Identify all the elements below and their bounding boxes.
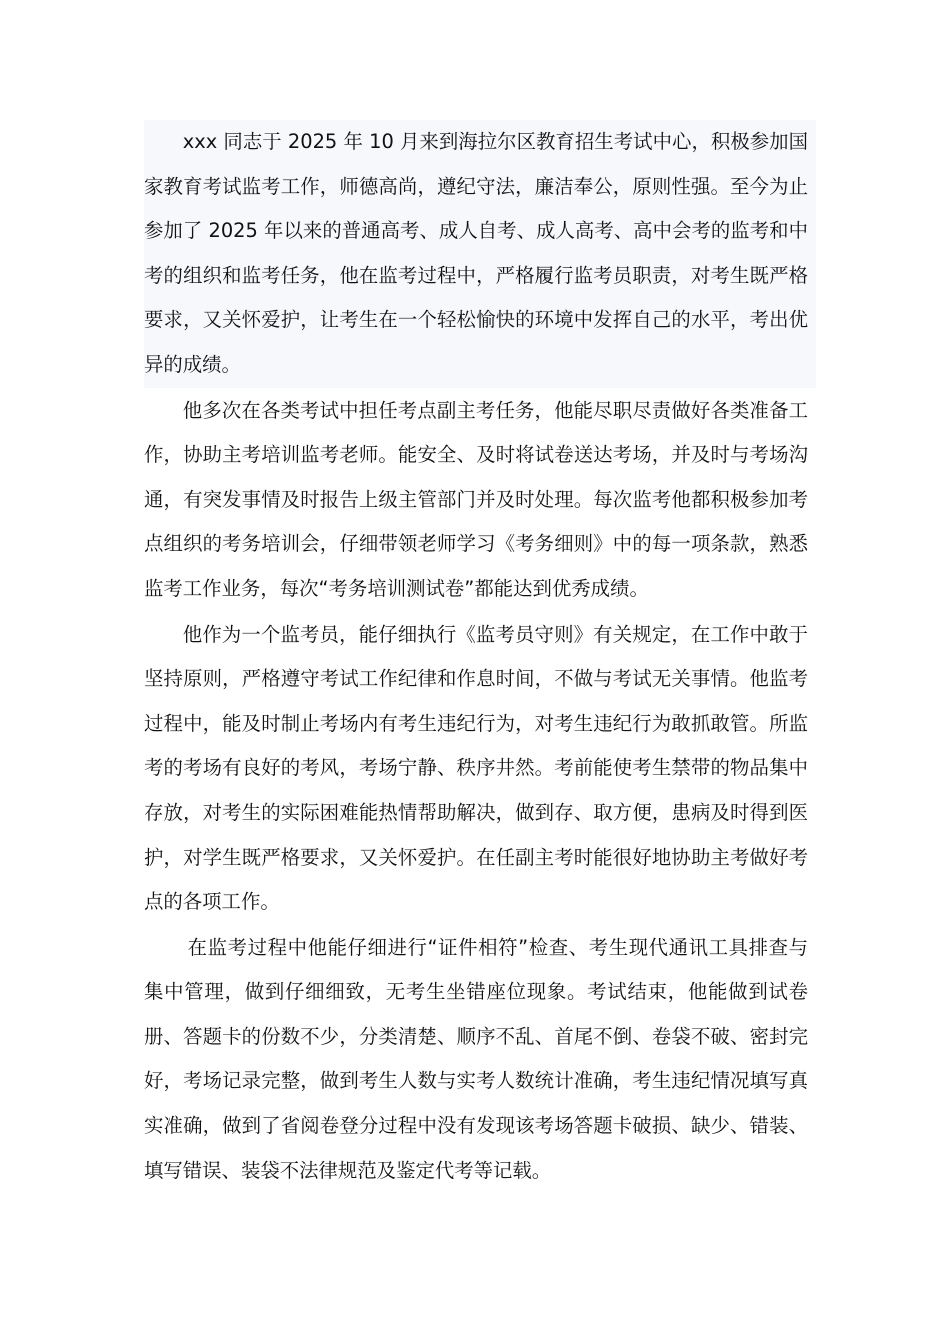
paragraph-4: 在监考过程中他能仔细进行“证件相符”检查、考生现代通讯工具排查与集中管理，做到仔细细致，无考生坐错座位现象。考试结束，他能做到试卷册、答题卡的份数不少，分类清楚、顺序不乱、首尾不倒、卷袋不破、密封完好，考场记录完整，做到考生人数与实考人数统计准确，考生违纪情况填写真实准确，做到了省阅卷登分过程中没有发现该考场答题卡破损、缺少、错装、填写错误、装袋不法律规范及鉴定代考等记载。 [144,935,808,1182]
paragraph-2: 他多次在各类考试中担任考点副主考任务，他能尽职尽责做好各类准备工作，协助主考培训监考老师。能安全、及时将试卷送达考场，并及时与考场沟通，有突发事情及时报告上级主管部门并及时处理。每次监考他都积极参加考点组织的考务培训会，仔细带领老师学习《考务细则》中的每一项条款，熟悉监考工作业务，每次“考务培训测试卷”都能达到优秀成绩。 [144,398,808,600]
paragraph-1: xxx 同志于 2025 年 10 月来到海拉尔区教育招生考试中心，积极参加国家教育考试监考工作，师德高尚，遵纪守法，廉洁奉公，原则性强。至今为止参加了 2025 年以来的普通高考、成人自考、成人高考、高中会考的监考和中考的组织和监考任务，他在监考过程中，严格履行监考员职责，对考生既严格要求，又关怀爱护，让考生在一个轻松愉快的环境中发挥自己的水平，考出优异的成绩。 [144,120,816,388]
paragraph-3: 他作为一个监考员，能仔细执行《监考员守则》有关规定，在工作中敢于坚持原则，严格遵守考试工作纪律和作息时间，不做与考试无关事情。他监考过程中，能及时制止考场内有考生违纪行为，对考生违纪行为敢抓敢管。所监考的考场有良好的考风，考场宁静、秩序井然。考前能使考生禁带的物品集中存放，对考生的实际困难能热情帮助解决，做到存、取方便，患病及时得到医护，对学生既严格要求，又关怀爱护。在任副主考时能很好地协助主考做好考点的各项工作。 [144,622,808,914]
document-body [144,120,808,1194]
